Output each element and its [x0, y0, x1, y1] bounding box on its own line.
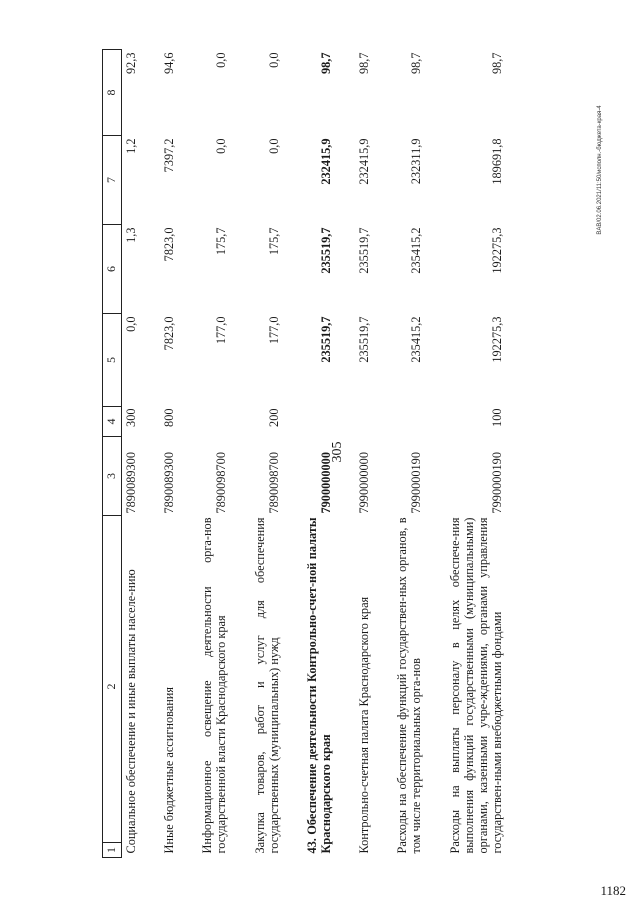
row-col7: 232415,9 — [318, 138, 333, 185]
spacer-cell — [335, 50, 355, 858]
spacer-cell — [231, 50, 251, 858]
row-csr: 7990000000 — [357, 452, 372, 514]
row-col7: 232415,9 — [357, 138, 372, 185]
row-name: Иные бюджетные ассигнования — [162, 686, 177, 854]
row-vr — [393, 407, 425, 437]
table-row — [355, 50, 373, 858]
row-col5: 7823,0 — [162, 316, 177, 351]
row-col5: 177,0 — [214, 316, 229, 345]
row-col8: 98,7 — [318, 52, 333, 75]
spacer-cell — [426, 50, 446, 858]
row-col6: 235519,7 — [318, 227, 333, 274]
table-row — [303, 50, 335, 858]
row-col6: 175,7 — [214, 227, 229, 256]
row-csr: 7890098700 — [214, 452, 229, 514]
row-col6: 1,3 — [124, 227, 138, 243]
row-col6: 192275,3 — [489, 227, 504, 274]
row-col5: 192275,3 — [489, 316, 504, 363]
header-cell — [103, 516, 122, 858]
row-vr — [198, 407, 230, 437]
row-vr: 200 — [266, 408, 281, 427]
row-vr: 800 — [162, 408, 177, 427]
row-spacer — [426, 50, 446, 858]
row-name: Контрольно-счетная палата Краснодарского края — [357, 596, 372, 854]
row-spacer — [231, 50, 251, 858]
table-row — [251, 50, 283, 858]
row-spacer — [373, 50, 393, 858]
header-5: 5 — [103, 314, 122, 407]
spacer-cell — [373, 50, 393, 858]
row-spacer — [335, 50, 355, 858]
row-csr: 7890098700 — [266, 452, 281, 514]
row-col6: 235415,2 — [409, 227, 424, 274]
row-csr: 7900000000 — [318, 452, 333, 514]
row-vr — [303, 407, 335, 437]
table-row — [122, 50, 141, 858]
row-col5: 177,0 — [266, 316, 281, 345]
header-7: 7 — [103, 136, 122, 225]
row-col8: 92,3 — [124, 52, 138, 75]
row-col5: 235519,7 — [318, 316, 333, 363]
header-8: 8 — [103, 50, 122, 136]
header-2: 2 — [104, 683, 119, 690]
row-col7: 1,2 — [124, 138, 138, 154]
row-vr: 300 — [124, 408, 138, 427]
row-spacer — [283, 50, 303, 858]
row-col5: 235519,7 — [357, 316, 372, 363]
header-4: 4 — [103, 407, 122, 437]
budget-table — [102, 49, 506, 858]
row-col8: 0,0 — [214, 52, 229, 68]
row-name: Информационное освещение деятельности орга-нов государственной власти Краснодарского края — [200, 517, 229, 854]
row-col8: 94,6 — [162, 52, 177, 75]
header-divider — [103, 842, 121, 843]
table-body — [122, 50, 507, 858]
table-row — [160, 50, 178, 858]
row-spacer — [178, 50, 198, 858]
footer-code: BAB/02.06.2021/11:50/исполн.-бюджета-края-4 — [597, 105, 603, 235]
sheet-number: 1182 — [600, 883, 626, 898]
row-col8: 98,7 — [357, 52, 372, 75]
row-name: Расходы на обеспечение функций государствен-ных органов, в том числе территориальных орга-нов — [395, 517, 424, 854]
row-col7: 7397,2 — [162, 138, 177, 173]
spacer-cell — [178, 50, 198, 858]
page-number: 305 — [330, 441, 345, 463]
row-name: Закупка товаров, работ и услуг для обеспечения государственных (муниципальных) нужд — [252, 517, 281, 854]
row-csr: 7990000190 — [489, 452, 504, 514]
row-col8: 98,7 — [409, 52, 424, 75]
row-col5: 0,0 — [124, 316, 138, 332]
row-vr: 100 — [489, 408, 504, 427]
header-row — [103, 50, 122, 858]
table-row — [393, 50, 425, 858]
spacer-cell — [283, 50, 303, 858]
row-col8: 0,0 — [266, 52, 281, 68]
row-col5: 235415,2 — [409, 316, 424, 363]
row-name: Социальное обеспечение и иные выплаты населе-нию — [124, 569, 138, 854]
header-3: 3 — [103, 437, 122, 516]
row-col8: 98,7 — [489, 52, 504, 75]
table-row — [446, 50, 507, 858]
row-col6: 235519,7 — [357, 227, 372, 274]
row-name: 43. Обеспечение деятельности Контрольно-счет-ной палаты Краснодарского края — [304, 517, 333, 854]
row-name: Расходы на выплаты персоналу в целях обеспече-ния выполнения функций государственными (муниципальными) органами, казенными учре-ждениями, органами управления государствен-ными внебюджетными фондами — [447, 517, 504, 854]
table-row — [198, 50, 230, 858]
row-col7: 0,0 — [266, 138, 281, 154]
header-6: 6 — [103, 225, 122, 314]
row-col7: 189691,8 — [489, 138, 504, 185]
row-col6: 7823,0 — [162, 227, 177, 262]
row-csr: 7890089300 — [162, 452, 177, 514]
row-col6: 175,7 — [266, 227, 281, 256]
row-spacer — [140, 50, 160, 858]
row-csr: 7890089300 — [124, 452, 138, 514]
spacer-cell — [140, 50, 160, 858]
header-1: 1 — [104, 847, 118, 853]
row-vr — [355, 407, 373, 437]
row-col7: 232311,9 — [409, 138, 424, 185]
rotated-table-block — [102, 50, 576, 858]
row-csr: 7990000190 — [409, 452, 424, 514]
row-col7: 0,0 — [214, 138, 229, 154]
